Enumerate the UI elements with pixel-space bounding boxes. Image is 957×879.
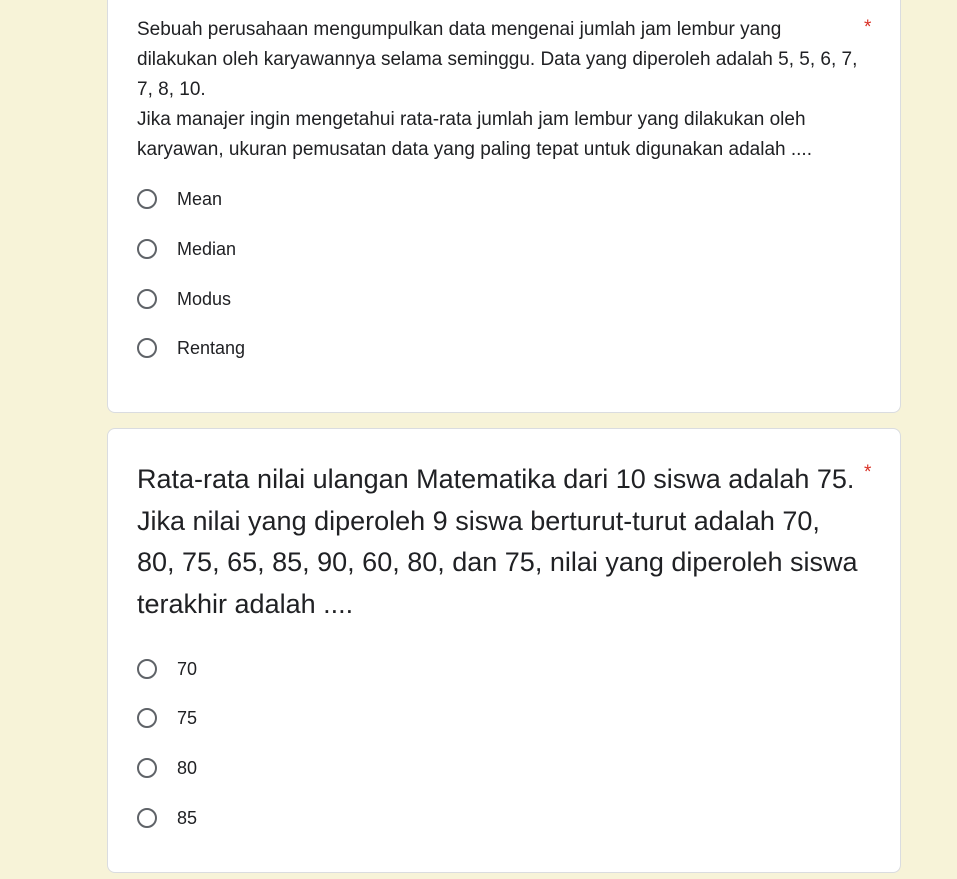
question-text-paragraph-1: Rata-rata nilai ulangan Matematika dari 10 siswa adalah 75. Jika nilai yang diperoleh 9 siswa berturut-turut adalah 70, 80, 75, 65, 85, 90, 60, 80, dan 75, nilai yang diperoleh siswa terakhir adalah ....	[137, 464, 858, 619]
question-title	[137, 459, 863, 625]
question-card-1	[107, 0, 901, 413]
question-text-paragraph-2: Jika manajer ingin mengetahui rata-rata jumlah jam lembur yang dilakukan oleh karyawan, ukuran pemusatan data yang paling tepat untuk digunakan adalah ....	[137, 109, 812, 160]
option-mean[interactable]	[137, 185, 222, 213]
option-label: Median	[177, 238, 237, 259]
option-80[interactable]	[137, 754, 197, 782]
option-label: Modus	[177, 288, 232, 309]
option-label: 80	[177, 757, 198, 778]
radio-button-icon[interactable]	[137, 708, 157, 728]
option-label: Rentang	[177, 337, 246, 358]
radio-button-icon[interactable]	[137, 239, 157, 259]
option-label: Mean	[177, 188, 223, 209]
radio-button-icon[interactable]	[137, 338, 157, 358]
radio-button-icon[interactable]	[137, 758, 157, 778]
option-label: 70	[177, 658, 198, 679]
radio-button-icon[interactable]	[137, 808, 157, 828]
option-rentang[interactable]	[137, 334, 245, 362]
question-text-paragraph-1: Sebuah perusahaan mengumpulkan data mengenai jumlah jam lembur yang dilakukan oleh karyawannya selama seminggu. Data yang diperoleh adalah 5, 5, 6, 7, 7, 8, 10.	[137, 19, 858, 100]
radio-button-icon[interactable]	[137, 659, 157, 679]
question-card-2	[107, 428, 901, 873]
radio-button-icon[interactable]	[137, 289, 157, 309]
option-median[interactable]	[137, 235, 236, 263]
radio-button-icon[interactable]	[137, 189, 157, 209]
option-70[interactable]	[137, 655, 197, 683]
question-title	[137, 15, 863, 165]
required-asterisk: *	[864, 462, 872, 483]
option-label: 75	[177, 707, 198, 728]
option-label: 85	[177, 807, 198, 828]
required-asterisk: *	[864, 17, 872, 38]
option-85[interactable]	[137, 804, 197, 832]
option-modus[interactable]	[137, 285, 231, 313]
option-75[interactable]	[137, 704, 197, 732]
